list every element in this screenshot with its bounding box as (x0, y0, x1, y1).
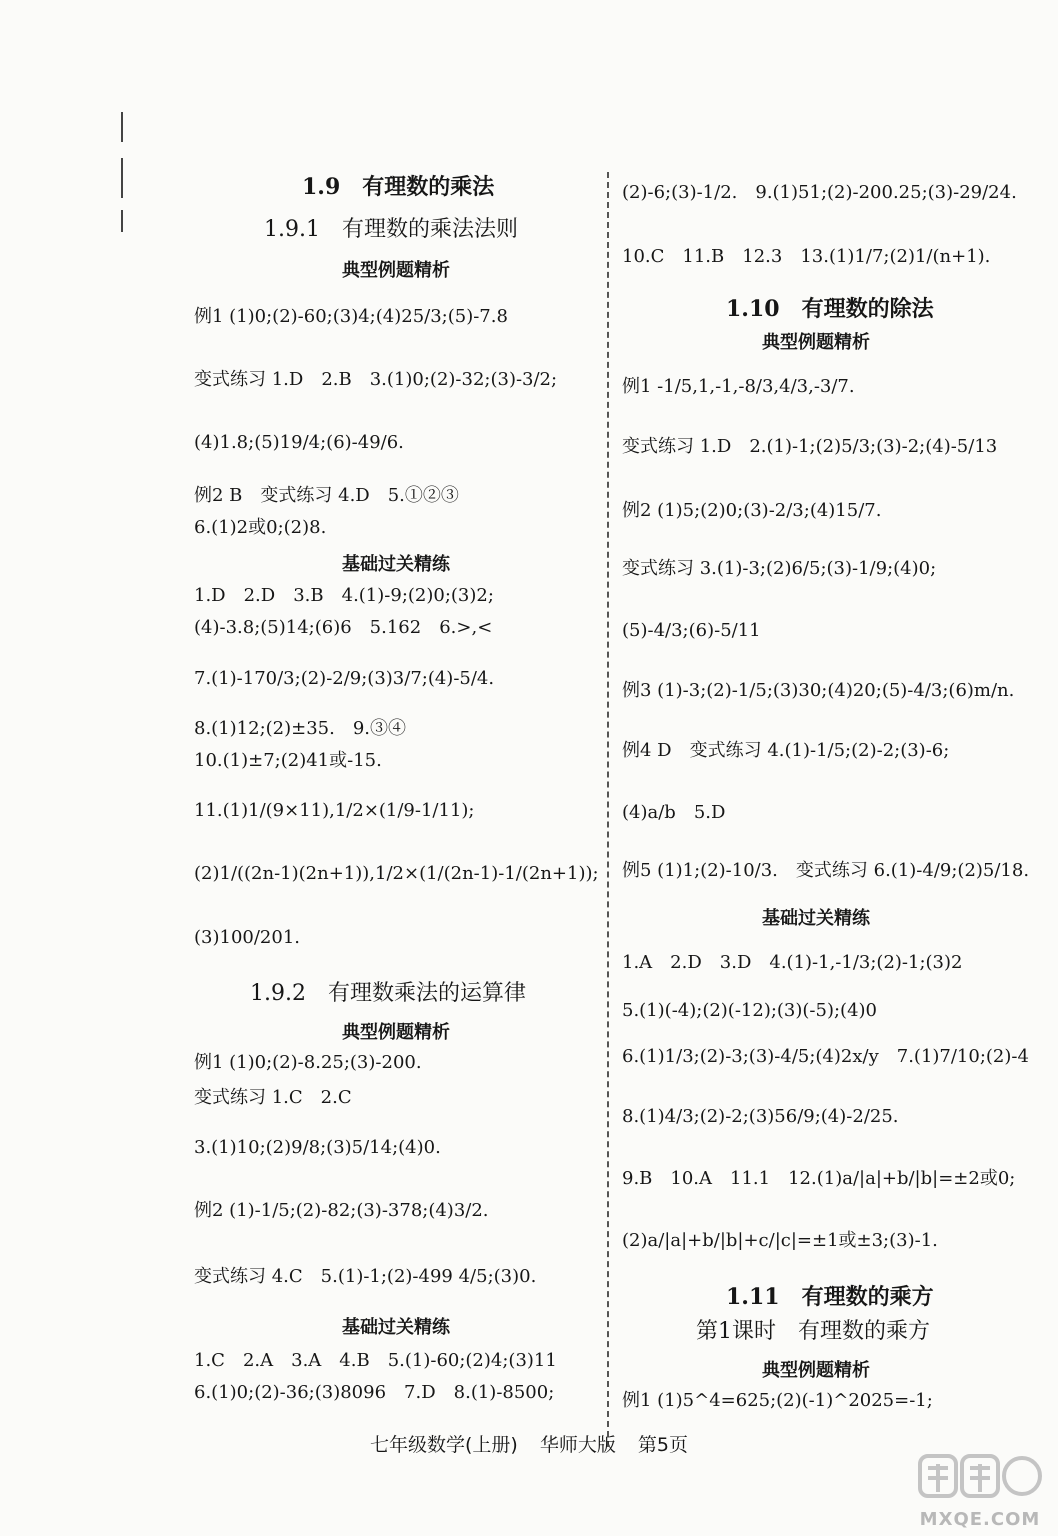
section-title: 1.9 有理数的乘法 (302, 174, 495, 200)
answer-line: 1.A 2.D 3.D 4.(1)-1,-1/3;(2)-1;(3)2 (622, 952, 963, 973)
answer-line: 变式练习 4.C 5.(1)-1;(2)-499 4/5;(3)0. (194, 1266, 537, 1287)
answer-line: (4)a/b 5.D (622, 802, 726, 823)
answer-line: (2)-6;(3)-1/2. 9.(1)51;(2)-200.25;(3)-29/24. (622, 182, 1017, 203)
subsection-title: 1.9.1 有理数的乘法法则 (264, 217, 518, 242)
answer-line: 例2 (1)-1/5;(2)-82;(3)-378;(4)3/2. (194, 1200, 489, 1221)
scan-mark (121, 158, 123, 198)
footer-title: 七年级数学(上册) (369, 1434, 518, 1456)
answer-line: 10.(1)±7;(2)41或-15. (194, 750, 382, 771)
block-heading: 基础过关精练 (342, 554, 450, 575)
answer-line: 变式练习 1.D 2.B 3.(1)0;(2)-32;(3)-3/2; (194, 369, 558, 390)
block-heading: 典型例题精析 (762, 332, 870, 353)
answer-line: 1.D 2.D 3.B 4.(1)-9;(2)0;(3)2; (194, 585, 494, 606)
watermark-text: MXQE.COM (919, 1509, 1041, 1530)
section-title: 1.11 有理数的乘方 (726, 1284, 934, 1310)
answer-line: (2)1/((2n-1)(2n+1)),1/2×(1/(2n-1)-1/(2n+1)); (194, 863, 599, 884)
answer-line: (3)100/201. (194, 927, 300, 948)
answer-line: 例5 (1)1;(2)-10/3. 变式练习 6.(1)-4/9;(2)5/18. (622, 860, 1030, 881)
answer-line: 6.(1)0;(2)-36;(3)8096 7.D 8.(1)-8500; (194, 1382, 555, 1403)
answer-line: 例2 B 变式练习 4.D 5.①②③ (194, 485, 459, 506)
answer-line: 7.(1)-170/3;(2)-2/9;(3)3/7;(4)-5/4. (194, 668, 495, 689)
answer-line: 9.B 10.A 11.1 12.(1)a/|a|+b/|b|=±2或0; (622, 1168, 1016, 1189)
footer-edition: 华师大版 (539, 1434, 616, 1456)
block-heading: 基础过关精练 (762, 908, 870, 929)
answer-line: 1.C 2.A 3.A 4.B 5.(1)-60;(2)4;(3)11 (194, 1350, 557, 1371)
watermark-logo-icon (918, 1452, 1042, 1506)
watermark (910, 1452, 1050, 1530)
answer-line: 例2 (1)5;(2)0;(3)-2/3;(4)15/7. (622, 500, 882, 521)
answer-line: 例1 (1)5^4=625;(2)(-1)^2025=-1; (622, 1390, 933, 1411)
answer-line: 变式练习 1.C 2.C (194, 1087, 352, 1108)
footer-page-number: 第5页 (637, 1434, 689, 1456)
answer-line: 8.(1)4/3;(2)-2;(3)56/9;(4)-2/25. (622, 1106, 899, 1127)
block-heading: 典型例题精析 (762, 1360, 870, 1381)
answer-line: 5.(1)(-4);(2)(-12);(3)(-5);(4)0 (622, 1000, 877, 1021)
section-title: 1.10 有理数的除法 (726, 296, 934, 322)
answer-line: (5)-4/3;(6)-5/11 (622, 620, 761, 641)
subsection-title: 1.9.2 有理数乘法的运算律 (250, 981, 526, 1006)
answer-line: (2)a/|a|+b/|b|+c/|c|=±1或±3;(3)-1. (622, 1230, 938, 1251)
answer-line: 变式练习 1.D 2.(1)-1;(2)5/3;(3)-2;(4)-5/13 (622, 436, 998, 457)
scan-mark (121, 210, 123, 232)
answer-line: 10.C 11.B 12.3 13.(1)1/7;(2)1/(n+1). (622, 246, 991, 267)
answer-line: 6.(1)1/3;(2)-3;(3)-4/5;(4)2x/y 7.(1)7/10;(2)-4 (622, 1046, 1029, 1067)
page-footer (0, 1430, 1058, 1457)
answer-line: 6.(1)2或0;(2)8. (194, 517, 327, 538)
answer-line: 例4 D 变式练习 4.(1)-1/5;(2)-2;(3)-6; (622, 740, 950, 761)
block-heading: 基础过关精练 (342, 1317, 450, 1338)
block-heading: 典型例题精析 (342, 1022, 450, 1043)
answer-line: 8.(1)12;(2)±35. 9.③④ (194, 718, 407, 739)
answer-line: 3.(1)10;(2)9/8;(3)5/14;(4)0. (194, 1137, 441, 1158)
answer-line: 例1 (1)0;(2)-8.25;(3)-200. (194, 1052, 422, 1073)
answer-line: 例3 (1)-3;(2)-1/5;(3)30;(4)20;(5)-4/3;(6)m/n. (622, 680, 1015, 701)
answer-line: 例1 (1)0;(2)-60;(3)4;(4)25/3;(5)-7.8 (194, 306, 508, 327)
answer-line: 11.(1)1/(9×11),1/2×(1/9-1/11); (194, 800, 475, 821)
answer-line: (4)1.8;(5)19/4;(6)-49/6. (194, 432, 404, 453)
scan-mark (121, 112, 123, 142)
column-divider (607, 172, 609, 1447)
answer-line: (4)-3.8;(5)14;(6)6 5.162 6.>,< (194, 617, 493, 638)
answer-line: 变式练习 3.(1)-3;(2)6/5;(3)-1/9;(4)0; (622, 558, 937, 579)
subsection-title: 第1课时 有理数的乘方 (696, 1319, 930, 1344)
block-heading: 典型例题精析 (342, 260, 450, 281)
answer-line: 例1 -1/5,1,-1,-8/3,4/3,-3/7. (622, 376, 855, 397)
